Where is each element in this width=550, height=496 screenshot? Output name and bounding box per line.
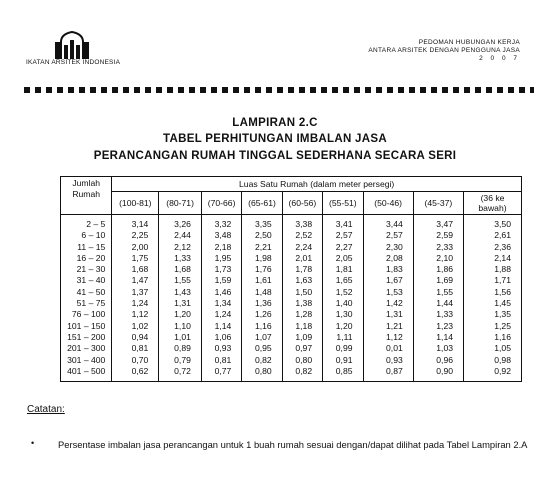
row-header-line: Rumah [72, 189, 101, 199]
table-cell: 2,61 [494, 230, 511, 241]
table-cell: 1,10 [174, 320, 191, 331]
table-cell: 0,98 [494, 354, 511, 365]
table-cell: 1,36 [254, 298, 272, 309]
table-cell: 1,16 [254, 320, 272, 331]
values-column [242, 215, 282, 382]
table-cell: 0,72 [174, 365, 191, 376]
table-cell: 1,76 [254, 264, 272, 275]
table-cell: 1,23 [436, 320, 454, 331]
dashed-divider [24, 87, 534, 93]
table-cell: 3,38 [295, 219, 313, 229]
table-cell: 1,61 [254, 275, 272, 286]
table-cell: 0,95 [254, 343, 272, 354]
table-cell: 0,85 [335, 365, 353, 376]
table-cell: 1,35 [494, 309, 511, 320]
row-label: 2 – 5 [86, 219, 106, 229]
table-cell: 0,01 [386, 343, 403, 354]
table-cell: 1,03 [436, 343, 454, 354]
table-cell: 1,26 [254, 309, 272, 320]
table-cell: 1,06 [214, 331, 232, 342]
table-cell: 1,21 [386, 320, 403, 331]
table-cell: 1,09 [295, 331, 313, 342]
values-column [282, 215, 322, 382]
table-cell: 2,59 [436, 230, 454, 241]
table-cell: 0,80 [254, 365, 272, 376]
table-cell: 1,18 [295, 320, 313, 331]
header-reference [368, 39, 520, 63]
table-cell: 1,11 [336, 331, 353, 342]
row-labels-column [61, 215, 112, 382]
table-cell: 2,52 [295, 230, 313, 241]
row-header-line: Jumlah [72, 178, 101, 188]
table-cell: 0,97 [295, 343, 313, 354]
row-label: 21 – 30 [76, 264, 106, 275]
table-cell: 1,44 [436, 298, 454, 309]
table-cell: 0,96 [436, 354, 454, 365]
table-cell: 2,21 [254, 241, 272, 252]
table-cell: 1,38 [295, 298, 313, 309]
table-cell: 1,20 [335, 320, 353, 331]
row-label: 76 – 100 [71, 309, 106, 320]
row-label: 6 – 10 [81, 230, 106, 241]
table-cell: 2,57 [335, 230, 353, 241]
row-label: 101 – 150 [67, 320, 106, 331]
table-cell: 1,68 [174, 264, 191, 275]
table-cell: 3,14 [131, 219, 149, 229]
table-cell: 1,65 [335, 275, 353, 286]
column-header: (100-81) [112, 192, 159, 215]
table-cell: 1,50 [295, 286, 313, 297]
iai-logo [52, 30, 92, 60]
table-cell: 1,01 [174, 331, 191, 342]
table-cell: 1,05 [494, 343, 511, 354]
table-cell: 0,94 [131, 331, 149, 342]
table-cell: 2,08 [386, 252, 403, 263]
table-cell: 1,31 [174, 298, 191, 309]
table-cell: 1,24 [131, 298, 149, 309]
table-cell: 1,75 [131, 252, 149, 263]
row-label: 51 – 75 [76, 298, 106, 309]
header-line: ANTARA ARSITEK DENGAN PENGGUNA JASA [368, 47, 520, 54]
table-cell: 1,69 [436, 275, 454, 286]
notes-heading: Catatan: [27, 404, 65, 415]
header-year: 2 0 0 7 [479, 55, 520, 62]
table-body [61, 215, 522, 382]
organization-name: IKATAN ARSITEK INDONESIA [26, 59, 121, 66]
table-cell: 1,47 [131, 275, 149, 286]
row-label: 11 – 15 [77, 241, 106, 252]
table-cell: 1,46 [214, 286, 232, 297]
table-cell: 1,14 [436, 331, 454, 342]
table-cell: 1,52 [335, 286, 353, 297]
table-cell: 0,99 [335, 343, 353, 354]
table-cell: 1,98 [254, 252, 272, 263]
row-header [61, 177, 112, 215]
table-cell: 2,44 [174, 230, 191, 241]
table-cell: 2,33 [436, 241, 454, 252]
row-label: 151 – 200 [67, 331, 106, 342]
column-group-header: Luas Satu Rumah (dalam meter persegi) [112, 177, 522, 192]
header-line: PEDOMAN HUBUNGAN KERJA [418, 39, 520, 46]
table-cell: 2,30 [386, 241, 403, 252]
table-cell: 3,32 [214, 219, 232, 229]
table-cell: 1,34 [214, 298, 232, 309]
table-cell: 1,81 [335, 264, 353, 275]
table-cell: 3,48 [214, 230, 232, 241]
table-cell: 2,10 [436, 252, 454, 263]
row-label: 41 – 50 [76, 286, 106, 297]
table-cell: 1,12 [386, 331, 403, 342]
table-cell: 0,89 [174, 343, 191, 354]
table-cell: 0,82 [254, 354, 272, 365]
table-cell: 2,50 [254, 230, 272, 241]
table-cell: 1,28 [295, 309, 313, 320]
values-column [413, 215, 463, 382]
table-cell: 1,71 [494, 275, 511, 286]
fee-table [60, 176, 522, 382]
table-cell: 0,87 [386, 365, 403, 376]
column-header: (55-51) [323, 192, 363, 215]
table-cell: 0,93 [214, 343, 232, 354]
table-cell: 1,31 [386, 309, 403, 320]
row-label: 16 – 20 [76, 252, 106, 263]
table-cell: 2,27 [335, 241, 353, 252]
table-cell: 2,05 [335, 252, 353, 263]
table-cell: 1,24 [214, 309, 232, 320]
table-cell: 1,55 [436, 286, 454, 297]
table-cell: 1,25 [494, 320, 511, 331]
table-cell: 1,02 [131, 320, 149, 331]
page-title: LAMPIRAN 2.C [232, 117, 318, 129]
values-column [363, 215, 413, 382]
table-cell: 1,30 [335, 309, 353, 320]
note-text: Persentase imbalan jasa perancangan untuk 1 buah rumah sesuai dengan/dapat dilihat pada Tabel Lampiran 2.A [58, 439, 528, 450]
values-column [464, 215, 522, 382]
table-cell: 1,40 [335, 298, 353, 309]
table-cell: 1,78 [295, 264, 313, 275]
table-cell: 1,63 [295, 275, 313, 286]
table-cell: 2,12 [174, 241, 191, 252]
row-label: 201 – 300 [67, 343, 106, 354]
table-cell: 1,33 [436, 309, 454, 320]
column-header-line: (36 ke [480, 193, 505, 203]
table-cell: 1,37 [131, 286, 149, 297]
table-cell: 0,80 [295, 354, 313, 365]
values-column [323, 215, 363, 382]
table-cell: 1,68 [131, 264, 149, 275]
table-cell: 1,43 [174, 286, 191, 297]
page-subtitle: TABEL PERHITUNGAN IMBALAN JASA [163, 133, 387, 145]
table-cell: 1,33 [174, 252, 191, 263]
column-header-line: bawah) [478, 203, 507, 213]
table-cell: 1,42 [386, 298, 403, 309]
table-cell: 1,86 [436, 264, 454, 275]
column-header: (65-61) [242, 192, 282, 215]
table-cell: 1,45 [494, 298, 511, 309]
table-cell: 2,25 [131, 230, 149, 241]
table-cell: 2,36 [494, 241, 511, 252]
table-cell: 0,90 [436, 365, 454, 376]
table-cell: 2,14 [494, 252, 511, 263]
values-column [112, 215, 159, 382]
table-cell: 2,24 [295, 241, 313, 252]
table-cell: 1,59 [214, 275, 232, 286]
table-cell: 1,95 [214, 252, 232, 263]
table-cell: 1,83 [386, 264, 403, 275]
table-cell: 0,62 [131, 365, 149, 376]
table-cell: 3,44 [386, 219, 403, 229]
table-cell: 1,67 [386, 275, 403, 286]
table-cell: 2,00 [131, 241, 149, 252]
table-cell: 1,20 [174, 309, 191, 320]
column-header: (60-56) [282, 192, 322, 215]
table-cell: 0,81 [131, 343, 149, 354]
column-header: (45-37) [413, 192, 463, 215]
table-cell: 0,92 [494, 365, 511, 376]
page-subtitle-2: PERANCANGAN RUMAH TINGGAL SEDERHANA SECARA SERI [93, 150, 457, 162]
table-cell: 1,73 [214, 264, 232, 275]
table-cell: 2,57 [386, 230, 403, 241]
table-cell: 3,41 [335, 219, 353, 229]
row-label: 301 – 400 [67, 354, 106, 365]
table-cell: 0,81 [214, 354, 232, 365]
table-cell: 0,82 [295, 365, 313, 376]
table-cell: 0,77 [214, 365, 232, 376]
values-column [159, 215, 202, 382]
column-header [464, 192, 522, 215]
table-cell: 3,26 [174, 219, 191, 229]
table-cell: 2,01 [295, 252, 313, 263]
row-label: 401 – 500 [67, 365, 106, 376]
table-cell: 1,12 [131, 309, 149, 320]
table-cell: 0,70 [131, 354, 149, 365]
table-cell: 1,14 [214, 320, 232, 331]
table-cell: 1,07 [254, 331, 272, 342]
table-cell: 1,56 [494, 286, 511, 297]
table-cell: 3,35 [254, 219, 272, 229]
table-cell: 0,91 [335, 354, 353, 365]
table-cell: 1,48 [254, 286, 272, 297]
table-cell: 1,55 [174, 275, 191, 286]
table-cell: 1,53 [386, 286, 403, 297]
column-header: (80-71) [159, 192, 202, 215]
table-cell: 0,79 [174, 354, 191, 365]
column-header: (70-66) [201, 192, 241, 215]
row-label: 31 – 40 [76, 275, 106, 286]
column-header: (50-46) [363, 192, 413, 215]
table-cell: 0,93 [386, 354, 403, 365]
values-column [201, 215, 241, 382]
table-cell: 2,18 [214, 241, 232, 252]
table-cell: 3,50 [494, 219, 511, 229]
bullet-icon: • [31, 438, 35, 448]
table-cell: 1,16 [494, 331, 511, 342]
table-cell: 1,88 [494, 264, 511, 275]
table-cell: 3,47 [436, 219, 454, 229]
